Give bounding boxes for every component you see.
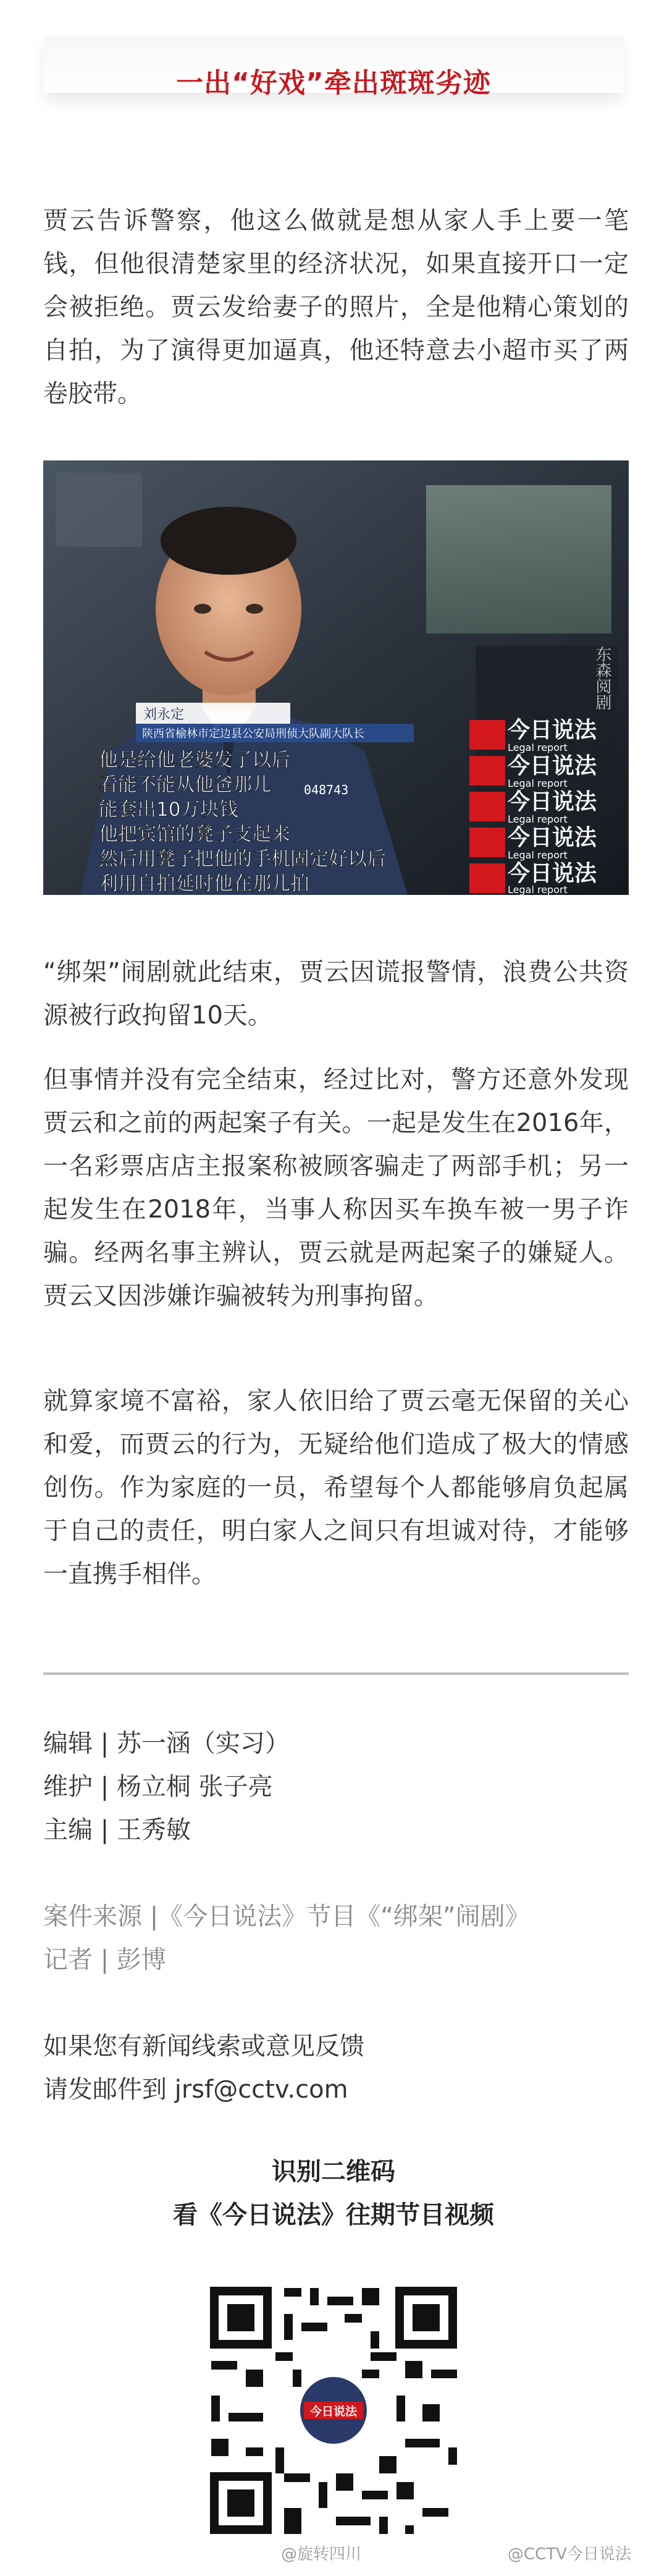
feedback-line-1: 如果您有新闻线索或意见反馈 <box>43 2032 364 2061</box>
watermark-left: @旋转四川 <box>281 2545 362 2564</box>
qr-caption-1: 识别二维码 <box>272 2158 395 2186</box>
subtitle-line-5: 然后用凳子把他的手机固定好以后 <box>99 848 386 870</box>
credit-reporter: 记者 | 彭博 <box>43 1946 166 1974</box>
qr-caption-2: 看《今日说法》往期节目视频 <box>173 2201 494 2229</box>
interview-photo-svg <box>43 460 629 895</box>
qr-code[interactable] <box>204 2281 463 2540</box>
article-title: 一出“好戏”牵出斑斑劣迹 <box>176 67 491 99</box>
credit-source: 案件来源 |《今日说法》节目《“绑架”闹剧》 <box>43 1902 530 1931</box>
logo-en-2: Legal report <box>508 777 568 789</box>
logo-text-4: 今日说法 <box>508 825 597 850</box>
section-divider <box>43 1672 629 1675</box>
subtitle-line-2: 看能不能从他爸那儿 <box>99 774 271 796</box>
logo-text-2: 今日说法 <box>508 753 597 779</box>
watermark-right: @CCTV今日说法 <box>508 2545 631 2564</box>
subtitle-line-6: 利用自拍延时他在那儿拍 <box>99 873 309 895</box>
paragraph-3: 但事情并没有完全结束，经过比对，警方还意外发现贾云和之前的两起案子有关。一起是发生在2016年，一名彩票店店主报案称被顾客骗走了两部手机；另一起发生在2018年，当事人称因买车换车被一男子诈骗。经两名事主辨认，贾云就是两起案子的嫌疑人。贾云又因涉嫌诈骗被转为刑事拘留。 <box>43 1066 629 1310</box>
subtitle-line-3: 能套出10万块钱 <box>99 799 238 821</box>
interview-photo <box>43 460 629 895</box>
subtitle-line-4: 他把宾馆的凳子支起来 <box>99 823 290 845</box>
logo-en-1: Legal report <box>508 742 568 753</box>
name-tag: 刘永定 <box>143 707 185 722</box>
subtitle-line-1: 他是给他老婆发了以后 <box>99 749 290 771</box>
background-screen <box>426 485 611 633</box>
credit-maintenance: 维护 | 杨立桐 张子亮 <box>43 1773 273 1801</box>
title-tag: 陕西省榆林市定边县公安局刑侦大队副大队长 <box>142 727 364 740</box>
paragraph-4: 就算家境不富裕，家人依旧给了贾云毫无保留的关心和爱，而贾云的行为，无疑给他们造成了极大的情感创伤。作为家庭的一员，希望每个人都能够肩负起属于自己的责任，明白家人之间只有坦诚对待，才能够一直携手相伴。 <box>43 1387 629 1588</box>
logo-en-3: Legal report <box>508 813 568 825</box>
logo-text-5: 今日说法 <box>508 861 597 886</box>
side-caption: 东森阅剧 <box>593 646 611 710</box>
logo-text-3: 今日说法 <box>508 789 597 815</box>
logo-en-5: Legal report <box>508 884 568 895</box>
paragraph-1: 贾云告诉警察，他这么做就是想从家人手上要一笔钱，但他很清楚家里的经济状况，如果直接开口一定会被拒绝。贾云发给妻子的照片，全是他精心策划的自拍，为了演得更加逼真，他还特意去小超市买了两卷胶带。 <box>43 206 629 408</box>
qr-code-svg[interactable] <box>204 2281 463 2540</box>
qr-center-label: 今日说法 <box>309 2405 358 2418</box>
credit-editor: 编辑 | 苏一涵（实习） <box>43 1729 290 1758</box>
logo-text-1: 今日说法 <box>508 718 597 743</box>
feedback-line-2[interactable]: 请发邮件到 jrsf@cctv.com <box>43 2075 348 2104</box>
logo-en-4: Legal report <box>508 849 568 861</box>
id-code: 048743 <box>304 782 349 797</box>
credit-chief-editor: 主编 | 王秀敏 <box>43 1816 191 1844</box>
paragraph-2: “绑架”闹剧就此结束，贾云因谎报警情，浪费公共资源被行政拘留10天。 <box>43 958 629 1030</box>
